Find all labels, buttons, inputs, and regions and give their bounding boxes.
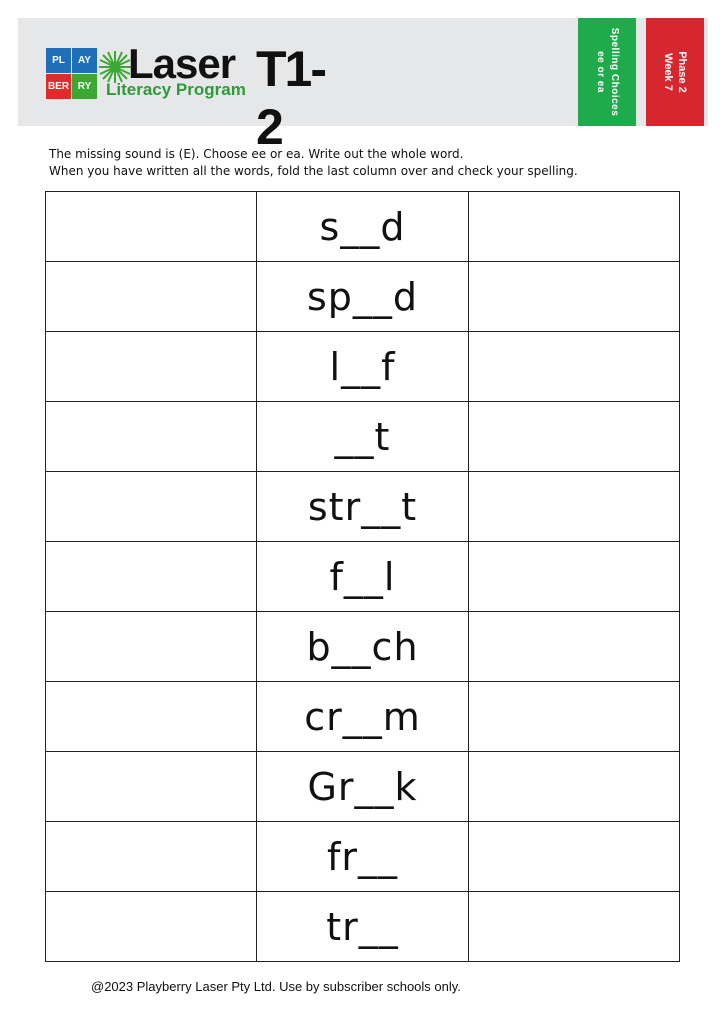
write-cell[interactable] [46, 612, 257, 682]
table-row [46, 262, 680, 332]
table-row [46, 752, 680, 822]
check-cell[interactable] [468, 822, 679, 892]
phase-tab [646, 18, 704, 126]
check-cell[interactable] [468, 472, 679, 542]
laser-burst-icon [98, 50, 132, 84]
week-label: Week 7 [662, 53, 674, 91]
write-cell[interactable] [46, 682, 257, 752]
check-cell[interactable] [468, 262, 679, 332]
word-cell: str__t [257, 472, 468, 542]
puzzle-piece-ber: BER [46, 74, 71, 99]
check-cell[interactable] [468, 682, 679, 752]
check-cell[interactable] [468, 192, 679, 262]
word-cell: tr__ [257, 892, 468, 962]
table-row [46, 472, 680, 542]
check-cell[interactable] [468, 542, 679, 612]
instruction-line-1: The missing sound is (E). Choose ee or ea. Write out the whole word. [49, 147, 464, 161]
write-cell[interactable] [46, 192, 257, 262]
brand-level: T1-2 [256, 41, 325, 155]
write-cell[interactable] [46, 472, 257, 542]
copyright-footer: @2023 Playberry Laser Pty Ltd. Use by subscriber schools only. [91, 979, 461, 994]
instruction-line-2: When you have written all the words, fold the last column over and check your spelling. [49, 164, 578, 178]
check-cell[interactable] [468, 892, 679, 962]
check-cell[interactable] [468, 332, 679, 402]
puzzle-logo-icon [46, 48, 98, 100]
write-cell[interactable] [46, 542, 257, 612]
topic-tab-title: Spelling Choices [609, 27, 620, 117]
table-row [46, 892, 680, 962]
word-cell: fr__ [257, 822, 468, 892]
write-cell[interactable] [46, 822, 257, 892]
table-row [46, 332, 680, 402]
word-cell: cr__m [257, 682, 468, 752]
table-row [46, 402, 680, 472]
topic-tab-subtitle: ee or ea [595, 51, 606, 93]
word-cell: f__l [257, 542, 468, 612]
table-row [46, 822, 680, 892]
playberry-laser-logo [46, 40, 346, 155]
write-cell[interactable] [46, 402, 257, 472]
write-cell[interactable] [46, 752, 257, 822]
topic-tab [578, 18, 636, 126]
check-cell[interactable] [468, 752, 679, 822]
word-cell: l__f [257, 332, 468, 402]
phase-label: Phase 2 [676, 51, 688, 93]
write-cell[interactable] [46, 332, 257, 402]
brand-subtitle: Literacy Program [106, 80, 246, 99]
spelling-table [45, 191, 680, 962]
word-cell: s__d [257, 192, 468, 262]
puzzle-piece-ay: AY [72, 48, 97, 73]
table-row [46, 612, 680, 682]
instructions [49, 146, 689, 180]
write-cell[interactable] [46, 262, 257, 332]
puzzle-piece-ry: RY [72, 74, 97, 99]
word-cell: __t [257, 402, 468, 472]
brand-name: Laser [128, 40, 236, 87]
word-cell: Gr__k [257, 752, 468, 822]
table-row [46, 682, 680, 752]
table-row [46, 542, 680, 612]
puzzle-piece-pl: PL [46, 48, 71, 73]
check-cell[interactable] [468, 402, 679, 472]
word-cell: sp__d [257, 262, 468, 332]
table-row [46, 192, 680, 262]
word-cell: b__ch [257, 612, 468, 682]
check-cell[interactable] [468, 612, 679, 682]
write-cell[interactable] [46, 892, 257, 962]
